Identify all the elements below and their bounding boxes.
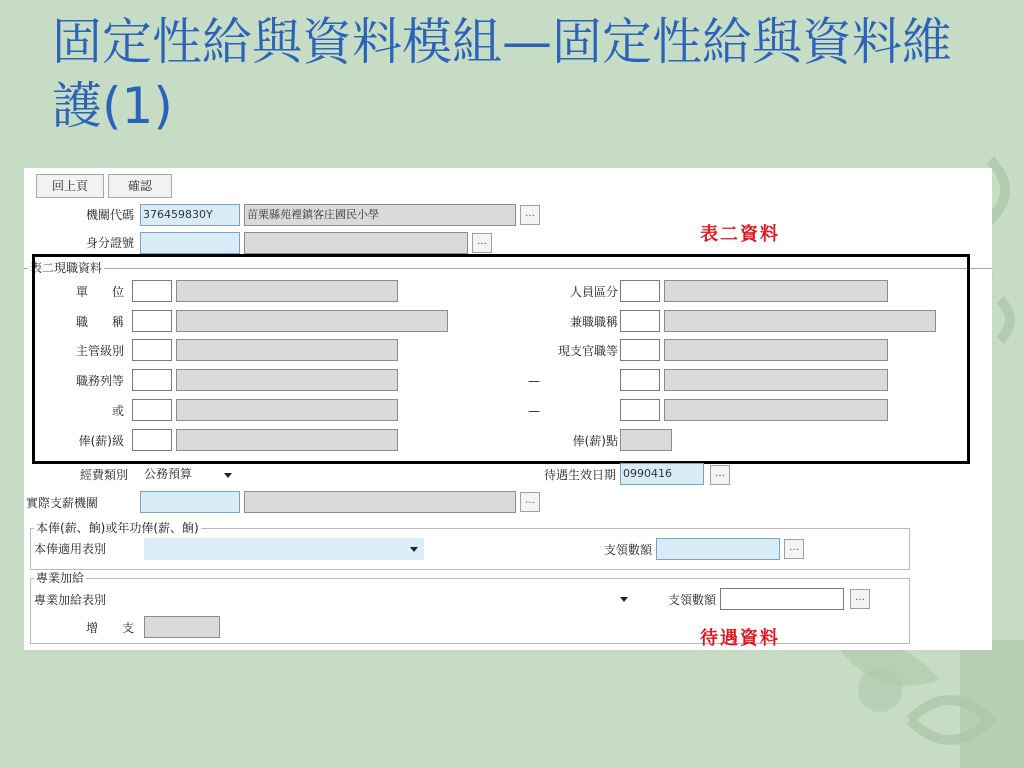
- base-pay-amount-field[interactable]: [656, 538, 780, 560]
- actual-pay-agency-lookup-button[interactable]: …: [520, 492, 540, 512]
- professional-amount-field[interactable]: [720, 588, 844, 610]
- id-lookup-button[interactable]: …: [472, 233, 492, 253]
- table2-legend: 表二現職資料: [30, 261, 103, 275]
- agency-name-field: 苗栗縣苑裡鎮客庄國民小學: [244, 204, 516, 226]
- confirm-button[interactable]: 確認: [108, 174, 172, 198]
- chevron-down-icon: [620, 597, 628, 602]
- agency-lookup-button[interactable]: …: [520, 205, 540, 225]
- professional-table-label: 專業加給表別: [34, 593, 107, 607]
- funding-type-select[interactable]: [140, 464, 238, 486]
- concurrent-title-label: 兼職職稱: [569, 315, 618, 329]
- or-label: 或: [111, 404, 124, 418]
- funding-type-value: 公務預算: [144, 467, 193, 481]
- agency-code-label: 機關代碼: [85, 208, 134, 222]
- id-name-field: [244, 232, 468, 254]
- annotation-pay: 待遇資料: [700, 628, 780, 649]
- chevron-down-icon: [410, 547, 418, 552]
- actual-pay-agency-code-field[interactable]: [140, 491, 240, 513]
- professional-amount-lookup-button[interactable]: …: [850, 589, 870, 609]
- actual-pay-agency-label: 實際支薪機關: [26, 496, 99, 510]
- base-pay-legend: 本俸(薪、餉)或年功俸(薪、餉): [36, 521, 199, 535]
- professional-allowance-legend: 專業加給: [36, 571, 85, 585]
- effective-date-label: 待遇生效日期: [543, 468, 616, 482]
- actual-pay-agency-name-field: [244, 491, 516, 513]
- professional-amount-label: 支領數額: [667, 593, 716, 607]
- chevron-down-icon: [224, 473, 232, 478]
- unit-label: 單 位: [75, 285, 124, 299]
- staff-type-label: 人員區分: [569, 285, 618, 299]
- form-panel: [24, 168, 992, 650]
- back-button[interactable]: 回上頁: [36, 174, 104, 198]
- funding-type-label: 經費類別: [79, 468, 128, 482]
- agency-code-field[interactable]: 376459830Y: [140, 204, 240, 226]
- slide-title: 固定性給與資料模組—固定性給與資料維護(1): [52, 13, 952, 135]
- effective-date-picker-button[interactable]: …: [710, 465, 730, 485]
- base-pay-amount-label: 支領數額: [603, 543, 652, 557]
- current-rank-label: 現支官職等: [557, 344, 618, 358]
- supervisor-level-label: 主管級別: [75, 344, 124, 358]
- increase-label: 增 支: [85, 621, 134, 635]
- id-number-label: 身分證號: [85, 236, 134, 250]
- base-pay-table-label: 本俸適用表別: [34, 542, 107, 556]
- job-title-label: 職 稱: [75, 315, 124, 329]
- annotation-table2: 表二資料: [700, 224, 780, 245]
- id-number-field[interactable]: [140, 232, 240, 254]
- table2-highlight-frame: [32, 254, 970, 464]
- dash-label-1: —: [528, 374, 540, 388]
- increase-field: [144, 616, 220, 638]
- position-rank-label: 職務列等: [75, 374, 124, 388]
- salary-grade-label: 俸(薪)級: [78, 434, 124, 448]
- base-pay-table-select[interactable]: [144, 538, 424, 560]
- professional-table-select[interactable]: [144, 588, 634, 610]
- effective-date-field[interactable]: 0990416: [620, 463, 704, 485]
- base-pay-amount-lookup-button[interactable]: …: [784, 539, 804, 559]
- salary-point-label: 俸(薪)點: [572, 434, 618, 448]
- dash-label-2: —: [528, 404, 540, 418]
